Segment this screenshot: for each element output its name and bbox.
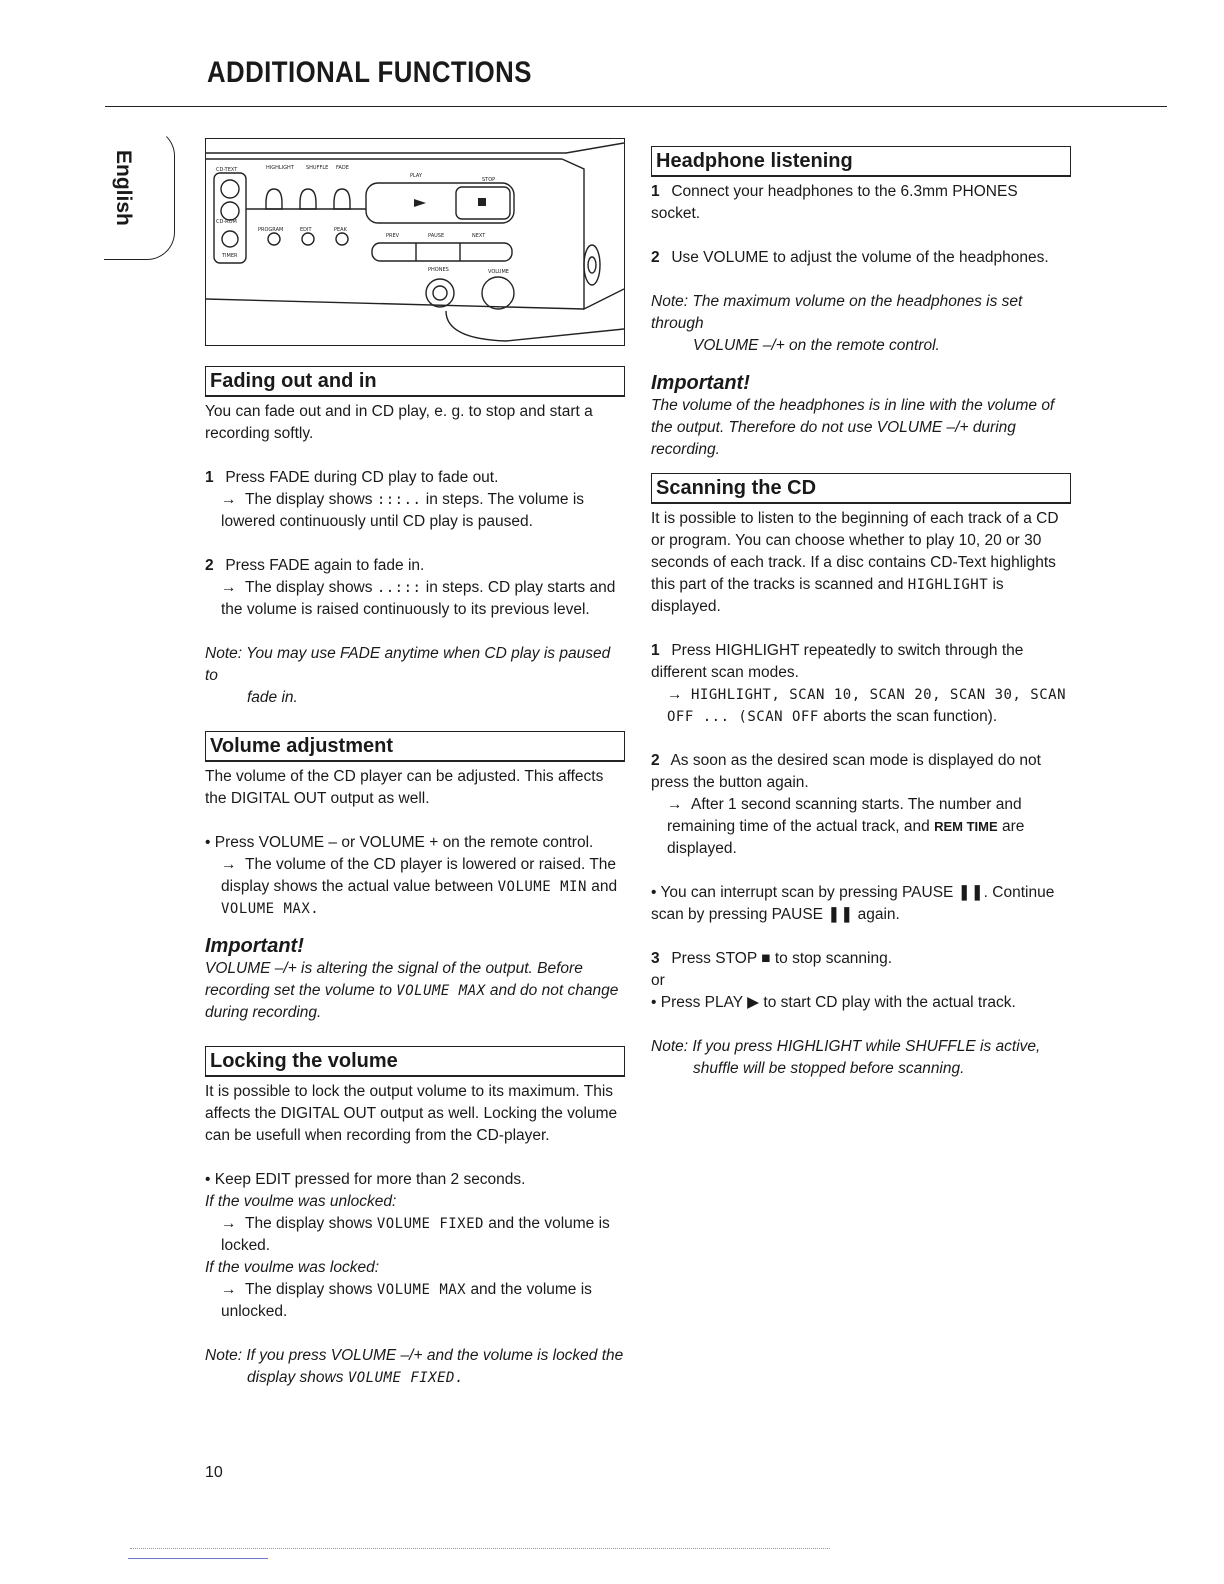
label-program: PROGRAM bbox=[258, 227, 284, 233]
important-text: and do not change during recording. bbox=[205, 982, 619, 1021]
scanning-note-cont: shuffle will be stopped before scanning. bbox=[693, 1060, 965, 1077]
result-text: The volume of the CD player is lowered or raised. The display shows the actual value between bbox=[221, 856, 617, 895]
label-cd-rom: CD-ROM bbox=[216, 219, 237, 225]
lcd-highlight: HIGHLIGHT bbox=[907, 577, 989, 593]
bullet-text: You can interrupt scan by pressing PAUSE ❚❚. Continue scan by pressing PAUSE ❚❚ again. bbox=[651, 884, 1055, 923]
volume-heading: Volume adjustment bbox=[205, 731, 625, 762]
volume-important-text bbox=[205, 958, 625, 1024]
fading-note: Note: You may use FADE anytime when CD play is paused to bbox=[205, 645, 611, 684]
scanning-step-2 bbox=[651, 750, 1071, 794]
label-timer: TIMER bbox=[222, 253, 238, 259]
step-number: 1 bbox=[651, 642, 660, 659]
label-cd-text: CD-TEXT bbox=[216, 167, 238, 173]
scanning-step-1-result bbox=[651, 684, 1071, 728]
result-text: in steps. The volume is lowered continuously until CD play is paused. bbox=[221, 491, 585, 530]
and-word: and bbox=[591, 878, 618, 895]
locking-note: Note: If you press VOLUME –/+ and the volume is locked the bbox=[205, 1347, 624, 1364]
step-text: Connect your headphones to the 6.3mm PHONES socket. bbox=[651, 183, 1018, 222]
volume-intro: The volume of the CD player can be adjusted. This affects the DIGITAL OUT output as well. bbox=[205, 768, 604, 807]
scanning-step-2-result bbox=[651, 794, 1071, 860]
page-title: ADDITIONAL FUNCTIONS bbox=[207, 56, 532, 89]
fading-heading: Fading out and in bbox=[205, 366, 625, 397]
scanning-bullet-2: • Press PLAY ▶ to start CD play with the actual track. bbox=[651, 994, 1016, 1011]
step-text: As soon as the desired scan mode is displayed do not press the button again. bbox=[651, 752, 1041, 791]
lcd-volume-max: VOLUME MAX bbox=[396, 983, 486, 999]
headphone-step-1 bbox=[651, 181, 1071, 225]
locking-unlocked-result bbox=[205, 1213, 625, 1257]
scanning-intro bbox=[651, 508, 1071, 618]
label-shuffle: SHUFFLE bbox=[306, 165, 329, 171]
volume-important-heading: Important! bbox=[205, 935, 304, 957]
lcd-glyph: ..::: bbox=[376, 580, 422, 596]
fading-step-2-result bbox=[205, 577, 625, 621]
label-volume: VOLUME bbox=[488, 269, 509, 275]
result-text: and the volume is locked. bbox=[221, 1215, 610, 1254]
bullet-text: Press PLAY ▶ to start CD play with the actual track. bbox=[660, 994, 1016, 1011]
scan-artifact-line bbox=[130, 1548, 830, 1549]
lcd-volume-fixed: VOLUME FIXED. bbox=[347, 1370, 464, 1386]
step-text: Press FADE again to fade in. bbox=[225, 557, 425, 574]
scanning-step-3 bbox=[651, 948, 1071, 970]
arrow-right-icon: → bbox=[221, 1215, 237, 1232]
label-next: NEXT bbox=[472, 233, 486, 239]
locking-locked-result bbox=[205, 1279, 625, 1323]
label-phones: PHONES bbox=[428, 267, 449, 273]
label-stop: STOP bbox=[482, 177, 496, 183]
arrow-right-icon: → bbox=[667, 686, 683, 703]
label-fade: FADE bbox=[336, 165, 349, 171]
note-text: display shows bbox=[247, 1369, 344, 1386]
scanning-note: Note: If you press HIGHLIGHT while SHUFFLE is active, bbox=[651, 1038, 1041, 1055]
step-text: Use VOLUME to adjust the volume of the headphones. bbox=[671, 249, 1049, 266]
scanning-or: or bbox=[651, 972, 665, 989]
right-column bbox=[651, 146, 1071, 1080]
arrow-right-icon: → bbox=[221, 579, 237, 596]
language-tab-label: English bbox=[112, 150, 135, 226]
locking-heading: Locking the volume bbox=[205, 1046, 625, 1077]
locking-note-cont bbox=[205, 1367, 625, 1389]
bullet-text: Press VOLUME – or VOLUME + on the remote control. bbox=[214, 834, 594, 851]
headphone-heading: Headphone listening bbox=[651, 146, 1071, 177]
scanning-bullet-1: • You can interrupt scan by pressing PAUSE ❚❚. Continue scan by pressing PAUSE ❚❚ again. bbox=[651, 884, 1055, 923]
label-edit: EDIT bbox=[300, 227, 312, 233]
step-number: 1 bbox=[651, 183, 660, 200]
lcd-volume-max: VOLUME MAX. bbox=[221, 901, 320, 917]
step-text: Press FADE during CD play to fade out. bbox=[225, 469, 499, 486]
result-text: The display shows bbox=[245, 1215, 373, 1232]
fading-intro: You can fade out and in CD play, e. g. to stop and start a recording softly. bbox=[205, 403, 593, 442]
label-highlight: HIGHLIGHT bbox=[266, 165, 294, 171]
fading-step-1-result bbox=[205, 489, 625, 533]
result-text: After 1 second scanning starts. The number and remaining time of the actual track, and bbox=[667, 796, 1022, 835]
step-number: 1 bbox=[205, 469, 214, 486]
result-text: are displayed. bbox=[667, 818, 1025, 857]
result-text: The display shows bbox=[245, 1281, 373, 1298]
step-number: 2 bbox=[205, 557, 214, 574]
lcd-volume-min: VOLUME MIN bbox=[497, 879, 587, 895]
step-text: Press STOP ■ to stop scanning. bbox=[671, 950, 893, 967]
headphone-note: Note: The maximum volume on the headphones is set through bbox=[651, 293, 1023, 332]
headphone-note-cont: VOLUME –/+ on the remote control. bbox=[693, 337, 940, 354]
step-number: 3 bbox=[651, 950, 660, 967]
label-pause: PAUSE bbox=[428, 233, 445, 239]
volume-bullet: • Press VOLUME – or VOLUME + on the remote control. bbox=[205, 834, 594, 851]
fading-step-2 bbox=[205, 555, 625, 577]
scan-artifact-blue-line bbox=[128, 1558, 268, 1559]
intro-text: is displayed. bbox=[651, 576, 1004, 615]
header-rule bbox=[105, 106, 1167, 107]
result-text: The display shows bbox=[245, 579, 373, 596]
locking-intro: It is possible to lock the output volume to its maximum. This affects the DIGITAL OUT output as well. Locking the volume can be usefull when recording from the CD-player. bbox=[205, 1083, 618, 1144]
lcd-volume-fixed: VOLUME FIXED bbox=[376, 1216, 484, 1232]
label-prev: PREV bbox=[386, 233, 400, 239]
lcd-volume-max: VOLUME MAX bbox=[376, 1282, 467, 1298]
step-number: 2 bbox=[651, 752, 660, 769]
arrow-right-icon: → bbox=[221, 856, 237, 873]
result-text: and the volume is unlocked. bbox=[221, 1281, 592, 1320]
headphone-important-text: The volume of the headphones is in line with the volume of the output. Therefore do not use VOLUME –/+ during recording. bbox=[651, 397, 1055, 458]
result-text: aborts the scan function). bbox=[823, 708, 998, 725]
left-column bbox=[205, 138, 625, 1389]
arrow-right-icon: → bbox=[221, 1281, 237, 1298]
label-play: PLAY bbox=[410, 173, 423, 179]
locking-bullet: • Keep EDIT pressed for more than 2 seconds. bbox=[205, 1171, 526, 1188]
fading-step-1 bbox=[205, 467, 625, 489]
step-text: Press HIGHLIGHT repeatedly to switch through the different scan modes. bbox=[651, 642, 1024, 681]
rem-time-label: REM TIME bbox=[934, 819, 998, 834]
headphone-important-heading: Important! bbox=[651, 372, 750, 394]
arrow-right-icon: → bbox=[221, 491, 237, 508]
device-illustration bbox=[205, 138, 625, 346]
locking-unlocked-heading: If the voulme was unlocked: bbox=[205, 1193, 397, 1210]
bullet-text: Keep EDIT pressed for more than 2 seconds. bbox=[214, 1171, 526, 1188]
lcd-glyph: :::.. bbox=[376, 492, 422, 508]
volume-result bbox=[205, 854, 625, 920]
fading-note-cont: fade in. bbox=[247, 689, 298, 706]
lcd-scan-modes: HIGHLIGHT, SCAN 10, SCAN 20, SCAN 30, SCAN OFF ... (SCAN OFF bbox=[667, 687, 1067, 725]
label-peak: PEAK bbox=[334, 227, 347, 233]
result-text: in steps. CD play starts and the volume is raised continuously to its previous level. bbox=[221, 579, 616, 618]
important-text: VOLUME –/+ is altering the signal of the output. Before recording set the volume to bbox=[205, 960, 583, 999]
headphone-step-2 bbox=[651, 247, 1071, 269]
locking-locked-heading: If the voulme was locked: bbox=[205, 1259, 380, 1276]
step-number: 2 bbox=[651, 249, 660, 266]
result-text: The display shows bbox=[245, 491, 373, 508]
page-number: 10 bbox=[205, 1464, 223, 1481]
intro-text: It is possible to listen to the beginning of each track of a CD or program. You can choose whether to play 10, 20 or 30 seconds of each track. If a disc contains CD-Text highlights this part of the tracks is scanned and bbox=[651, 510, 1059, 593]
scanning-heading: Scanning the CD bbox=[651, 473, 1071, 504]
scanning-step-1 bbox=[651, 640, 1071, 684]
arrow-right-icon: → bbox=[667, 796, 683, 813]
